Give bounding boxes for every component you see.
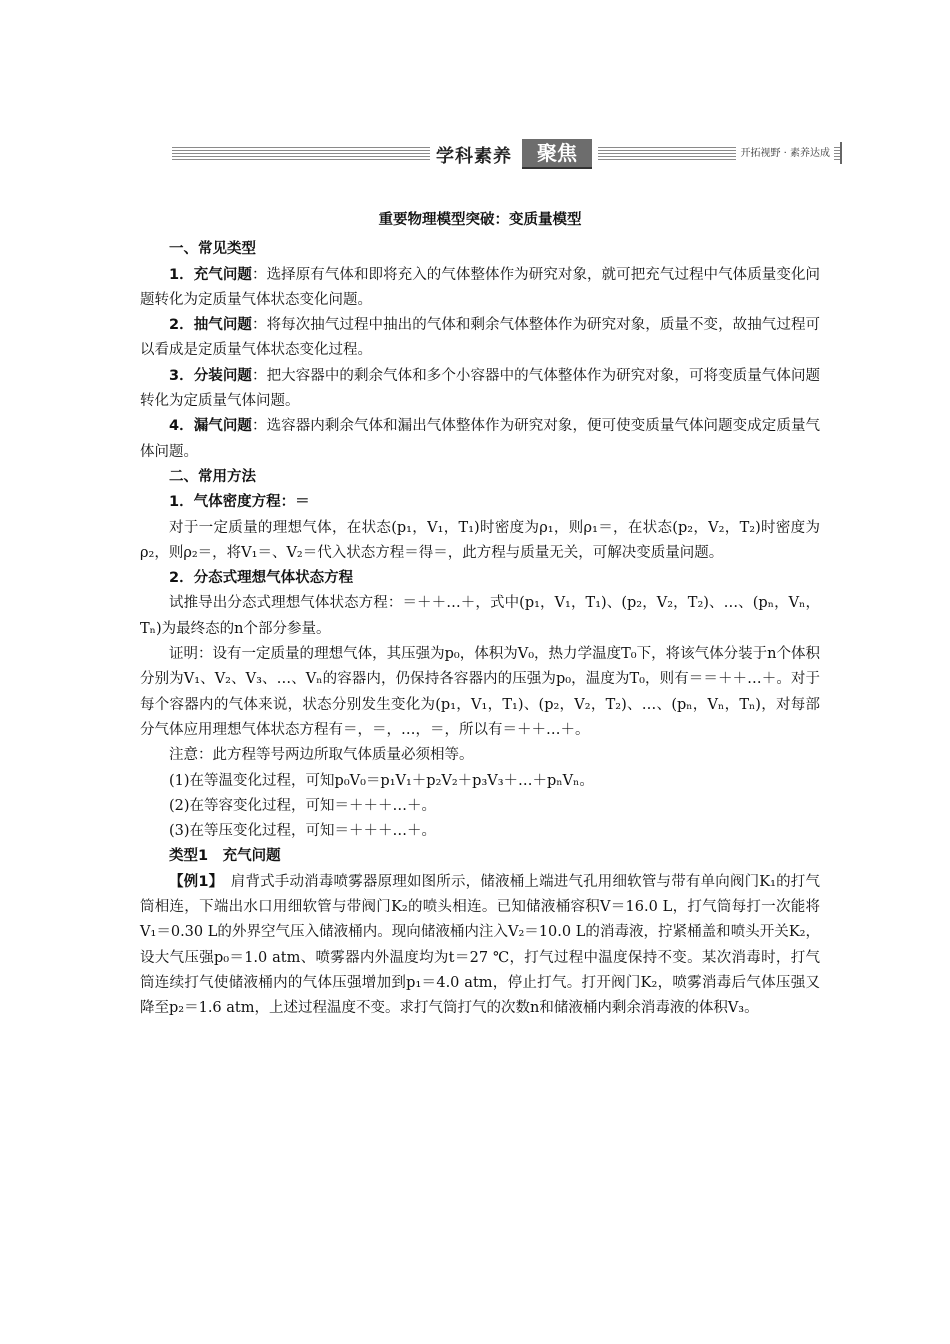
paragraph-inflation	[140, 263, 820, 314]
example1-label: 【例1】	[169, 873, 217, 890]
banner-title	[430, 138, 598, 170]
note-paragraph: 注意：此方程等号两边所取气体质量必须相等。	[169, 747, 474, 764]
paragraph-leak	[140, 414, 820, 465]
banner-tagline: 开拓视野 · 素养达成	[736, 146, 834, 162]
label-split: 3．分装问题	[169, 367, 252, 384]
text-inflation: ：选择原有气体和即将充入的气体整体作为研究对象，就可把充气过程中气体质量变化问题转化为定质量气体状态变化问题。	[140, 266, 821, 308]
text-leak: ：选容器内剩余气体和漏出气体整体作为研究对象，便可使变质量气体问题变成定质量气体问题。	[140, 418, 821, 460]
case-isochoric: (2)在等容变化过程，可知＝＋＋＋…＋。	[169, 797, 437, 814]
section-heading-methods: 二、常用方法	[169, 468, 256, 485]
document-body	[140, 208, 820, 1022]
proof-paragraph: 证明：设有一定质量的理想气体，其压强为p₀，体积为V₀，热力学温度T₀下，将该气体分装于n个体积分别为V₁、V₂、V₃、…、Vₙ的容器内，仍保持各容器内的压强为p₀，温度为T₀，则有＝＝＋＋…＋。对于每个容器内的气体来说，状态分别发生变化为(p₁，V₁，T₁)、(p₂，V₂，T₂)、…、(pₙ，Vₙ，Tₙ)，对每部分气体应用理想气体状态方程有＝，＝，…，＝，所以有＝＋＋…＋。	[140, 646, 820, 738]
banner-title-highlight: 聚焦	[522, 139, 592, 169]
paragraph-extraction	[140, 313, 820, 364]
example1-paragraph	[140, 870, 820, 1022]
case-isothermal: (1)在等温变化过程，可知p₀V₀＝p₁V₁＋p₂V₂＋p₃V₃＋…＋pₙVₙ。	[169, 772, 594, 789]
section-heading-common-types: 一、常见类型	[169, 241, 256, 258]
section-banner	[172, 138, 842, 172]
banner-end-mark	[832, 142, 842, 164]
text-split: ：把大容器中的剩余气体和多个小容器中的气体整体作为研究对象，可将变质量气体问题转化为定质量气体问题。	[140, 367, 821, 410]
method2-paragraph: 试推导出分态式理想气体状态方程：＝＋＋…＋，式中(p₁，V₁，T₁)、(p₂，V₂，T₂)、…、(pₙ，Vₙ，Tₙ)为最终态的n个部分参量。	[140, 595, 820, 637]
label-extraction: 2．抽气问题	[169, 317, 252, 334]
text-extraction: ：将每次抽气过程中抽出的气体和剩余气体整体作为研究对象，质量不变，故抽气过程可以看成是定质量气体状态变化过程。	[140, 317, 821, 359]
page-title: 重要物理模型突破：变质量模型	[378, 212, 582, 228]
label-inflation: 1．充气问题	[169, 266, 252, 283]
banner-title-main: 学科素养	[436, 146, 512, 167]
method2-title: 2．分态式理想气体状态方程	[169, 570, 354, 587]
paragraph-split	[140, 364, 820, 415]
method1-title: 1．气体密度方程：＝	[169, 494, 310, 511]
example1-text: 肩背式手动消毒喷雾器原理如图所示，储液桶上端进气孔用细软管与带有单向阀门K₁的打气筒相连，下端出水口用细软管与带阀门K₂的喷头相连。已知储液桶容积V＝16.0 L，打气筒每打一次能将V₁＝0.30 L的外界空气压入储液桶内。现向储液桶内注入V₂＝10.0 L的消毒液，拧紧桶盖和喷头开关K₂，设大气压强p₀＝1.0 atm、喷雾器内外温度均为t＝27 ℃，打气过程中温度保持不变。某次消毒时，打气筒连续打气使储液桶内的气体压强增加到p₁＝4.0 atm，停止打气。打开阀门K₂，喷雾消毒后气体压强又降至p₂＝1.6 atm，上述过程温度不变。求打气筒打气的次数n和储液桶内剩余消毒液的体积V₃。	[140, 873, 820, 1017]
case-isobaric: (3)在等压变化过程，可知＝＋＋＋…＋。	[169, 823, 437, 840]
type1-heading: 类型1 充气问题	[169, 848, 281, 865]
label-leak: 4．漏气问题	[169, 418, 252, 435]
method1-paragraph: 对于一定质量的理想气体，在状态(p₁，V₁，T₁)时密度为ρ₁，则ρ₁＝，在状态(p₂，V₂，T₂)时密度为ρ₂，则ρ₂＝，将V₁＝、V₂＝代入状态方程＝得＝，此方程与质量无关，可解决变质量问题。	[140, 519, 820, 561]
